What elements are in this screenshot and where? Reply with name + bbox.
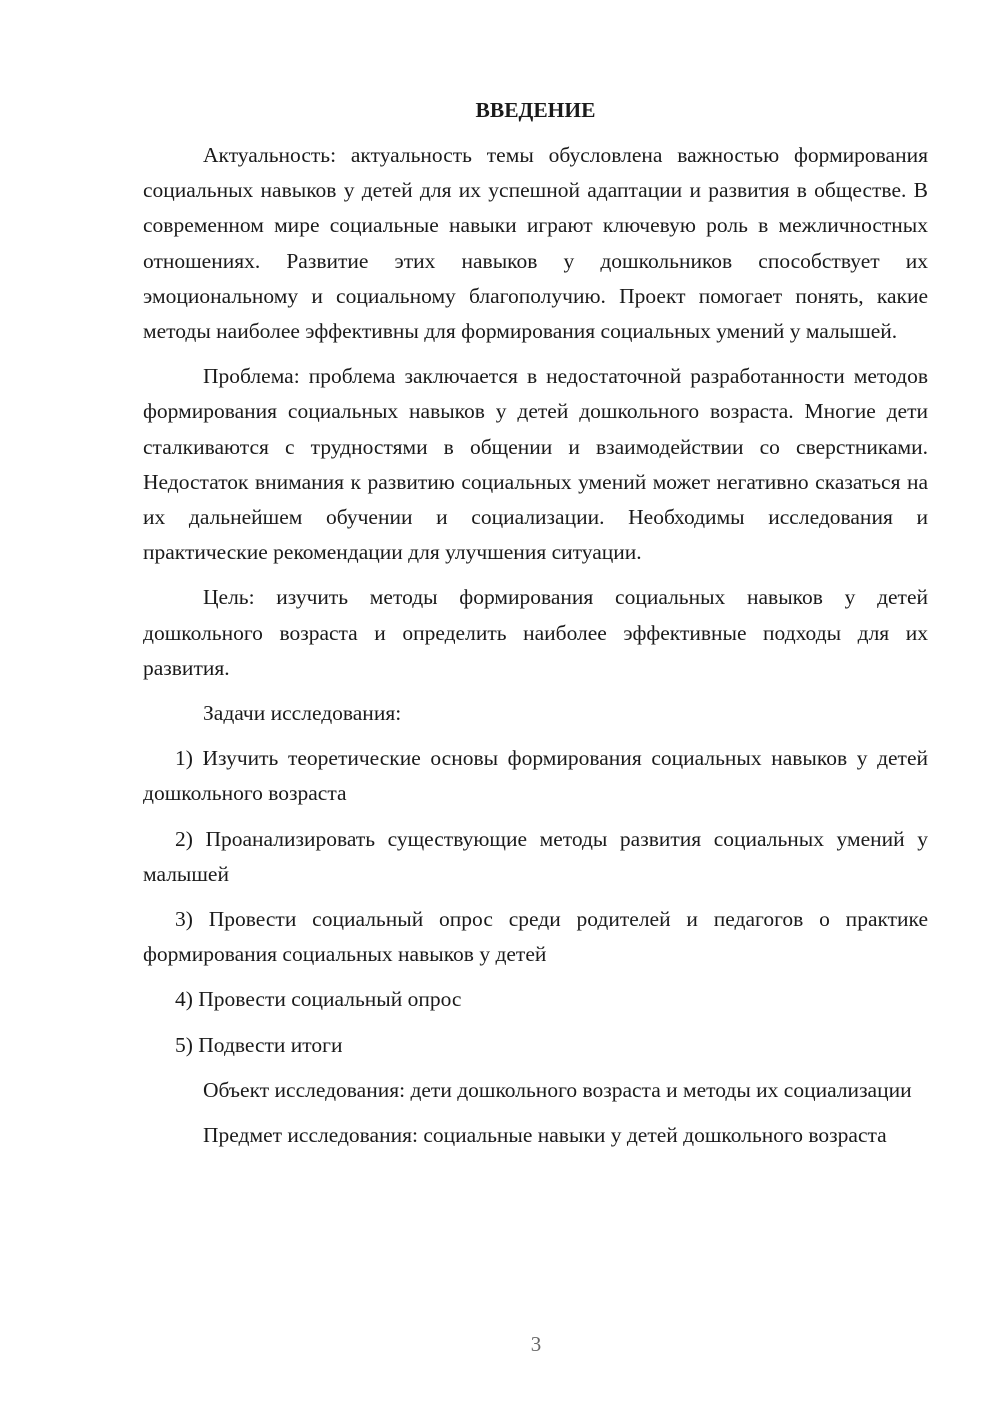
- task-item-2: 2) Проанализировать существующие методы развития социальных умений у малышей: [143, 826, 928, 886]
- page-number: 3: [530, 1332, 542, 1356]
- document-page: [143, 94, 928, 1163]
- object-paragraph: Объект исследования: дети дошкольного возраста и методы их социализации: [203, 1077, 912, 1102]
- task-item-1: 1) Изучить теоретические основы формирования социальных навыков у детей дошкольного возраста: [143, 746, 928, 806]
- goal-paragraph: Цель: изучить методы формирования социальных навыков у детей дошкольного возраста и определить наиболее эффективные подходы для их развития.: [143, 585, 928, 680]
- task-item-5: 5) Подвести итоги: [175, 1032, 343, 1057]
- problem-paragraph: Проблема: проблема заключается в недостаточной разработанности методов формирования социальных навыков у детей дошкольного возраста. Многие дети сталкиваются с трудностями в общении и взаимодействии со сверстниками. Недостаток внимания к развитию социальных умений может негативно сказаться на их дальнейшем обучении и социализации. Необходимы исследования и практические рекомендации для улучшения ситуации.: [143, 364, 928, 565]
- tasks-title: Задачи исследования:: [203, 701, 402, 726]
- document-heading: ВВЕДЕНИЕ: [475, 98, 596, 122]
- task-item-3: 3) Провести социальный опрос среди родителей и педагогов о практике формирования социальных навыков у детей: [143, 907, 928, 967]
- subject-paragraph: Предмет исследования: социальные навыки у детей дошкольного возраста: [203, 1123, 887, 1148]
- task-item-4: 4) Провести социальный опрос: [175, 987, 462, 1012]
- relevance-paragraph: Актуальность: актуальность темы обусловлена важностью формирования социальных навыков у детей для их успешной адаптации и развития в обществе. В современном мире социальные навыки играют ключевую роль в межличностных отношениях. Развитие этих навыков у дошкольников способствует их эмоциональному и социальному благополучию. Проект помогает понять, какие методы наиболее эффективны для формирования социальных умений у малышей.: [143, 143, 928, 344]
